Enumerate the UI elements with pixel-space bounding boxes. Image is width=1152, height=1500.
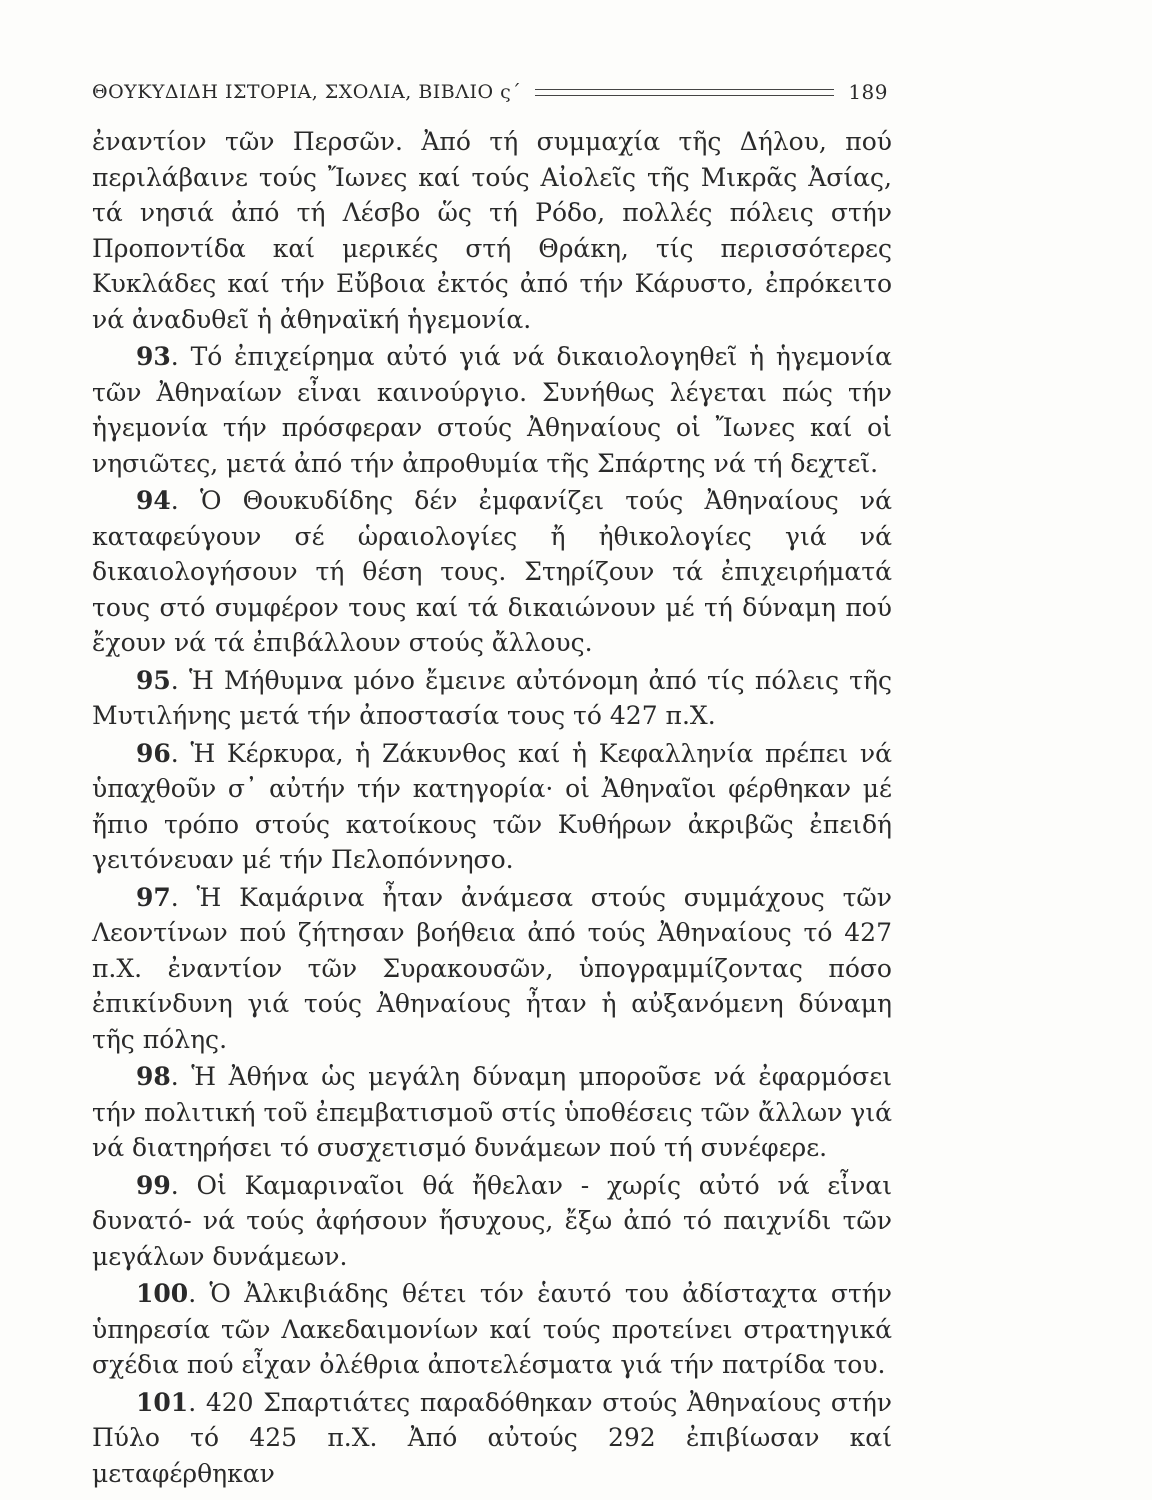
note-99: 99. Οἱ Καμαριναῖοι θά ἤθελαν - χωρίς αὐτό νά εἶναι δυνατό- νά τούς ἀφήσουν ἥσυχους, ἔξω ἀπό τό παιχνίδι τῶν μεγάλων δυνάμεων. — [92, 1170, 892, 1271]
note-96: 96. Ἡ Κέρκυρα, ἡ Ζάκυνθος καί ἡ Κεφαλληνία πρέπει νά ὑπαχθοῦν σ᾽ αὐτήν τήν κατηγορία· οἱ Ἀθηναῖοι φέρθηκαν μέ ἤπιο τρόπο στούς κατοίκους τῶν Κυθήρων ἀκριβῶς ἐπειδή γειτόνευαν μέ τήν Πελοπόννησο. — [92, 738, 892, 874]
note-text: Ἡ Ἀθήνα ὡς μεγάλη δύναμη μποροῦσε νά ἐφαρμόσει τήν πολιτική τοῦ ἐπεμβατισμοῦ στίς ὑποθέσεις τῶν ἄλλων γιά νά διατηρήσει τό συσχετισμό δυνάμεων πού τή συνέφερε. — [92, 1062, 892, 1162]
header-rule — [535, 89, 834, 96]
note-93: 93. Τό ἐπιχείρημα αὐτό γιά νά δικαιολογηθεῖ ἡ ἡγεμονία τῶν Ἀθηναίων εἶναι καινούργιο. Συνήθως λέγεται πώς τήν ἡγεμονία τήν πρόσφεραν στούς Ἀθηναίους οἱ Ἴωνες καί οἱ νησιῶτες, μετά ἀπό τήν ἀπροθυμία τῆς Σπάρτης νά τή δεχτεῖ. — [92, 342, 892, 478]
continued-paragraph: ἐναντίον τῶν Περσῶν. Ἀπό τή συμμαχία τῆς Δήλου, πού περιλάβαινε τούς Ἴωνες καί τούς Αἰολεῖς τῆς Μικρᾶς Ἀσίας, τά νησιά ἀπό τή Λέσβο ὥς τή Ρόδο, πολλές πόλεις στήν Προποντίδα καί μερικές στή Θράκη, τίς περισσότερες Κυκλάδες καί τήν Εὔβοια ἐκτός ἀπό τήν Κάρυστο, ἐπρόκειτο νά ἀναδυθεῖ ἡ ἀθηναϊκή ἡγεμονία. — [92, 127, 892, 334]
note-number: 100 — [136, 1279, 189, 1308]
note-text: Ἡ Καμάρινα ἦταν ἀνάμεσα στούς συμμάχους τῶν Λεοντίνων πού ζήτησαν βοήθεια ἀπό τούς Ἀθηναίους τό 427 π.Χ. ἐναντίον τῶν Συρακουσῶν, ὑπογραμμίζοντας πόσο ἐπικίνδυνη γιά τούς Ἀθηναίους ἦταν ἡ αὐξανόμενη δύναμη τῆς πόλης. — [92, 882, 892, 1054]
note-text: Ὁ Ἀλκιβιάδης θέτει τόν ἑαυτό του ἀδίσταχτα στήν ὑπηρεσία τῶν Λακεδαιμονίων καί τούς προτείνει στρατηγικά σχέδια πού εἶχαν ὀλέθρια ἀποτελέσματα γιά τήν πατρίδα του. — [92, 1279, 892, 1379]
note-number: 96 — [136, 738, 171, 768]
page-number: 189 — [848, 80, 888, 104]
running-title: ΘΟΥΚΥΔΙΔΗ ΙΣΤΟΡΙΑ, ΣΧΟΛΙΑ, ΒΙΒΛΙΟ ς΄ — [92, 81, 522, 103]
note-94: 94. Ὁ Θουκυδίδης δέν ἐμφανίζει τούς Ἀθηναίους νά καταφεύγουν σέ ὡραιολογίες ἤ ἠθικολογίες γιά νά δικαιολογήσουν τή θέση τους. Στηρίζουν τά ἐπιχειρήματά τους στό συμφέρον τους καί τά δικαιώνουν μέ τή δύναμη πού ἔχουν νά τά ἐπιβάλλουν στούς ἄλλους. — [92, 486, 892, 657]
note-text: Τό ἐπιχείρημα αὐτό γιά νά δικαιολογηθεῖ ἡ ἡγεμονία τῶν Ἀθηναίων εἶναι καινούργιο. Συνήθως λέγεται πώς τήν ἡγεμονία τήν πρόσφεραν στούς Ἀθηναίους οἱ Ἴωνες καί οἱ νησιῶτες, μετά ἀπό τήν ἀπροθυμία τῆς Σπάρτης νά τή δεχτεῖ. — [92, 342, 892, 478]
note-number: 101 — [136, 1387, 189, 1417]
note-101: 101. 420 Σπαρτιάτες παραδόθηκαν στούς Ἀθηναίους στήν Πύλο τό 425 π.Χ. Ἀπό αὐτούς 292 ἐπιβίωσαν καί μεταφέρθηκαν — [92, 1387, 892, 1488]
note-98: 98. Ἡ Ἀθήνα ὡς μεγάλη δύναμη μποροῦσε νά ἐφαρμόσει τήν πολιτική τοῦ ἐπεμβατισμοῦ στίς ὑποθέσεις τῶν ἄλλων γιά νά διατηρήσει τό συσχετισμό δυνάμεων πού τή συνέφερε. — [92, 1062, 892, 1162]
running-header — [92, 78, 888, 106]
note-text: Ἡ Κέρκυρα, ἡ Ζάκυνθος καί ἡ Κεφαλληνία πρέπει νά ὑπαχθοῦν σ᾽ αὐτήν τήν κατηγορία· οἱ Ἀθηναῖοι φέρθηκαν μέ ἤπιο τρόπο στούς κατοίκους τῶν Κυθήρων ἀκριβῶς ἐπειδή γειτόνευαν μέ τήν Πελοπόννησο. — [92, 738, 892, 874]
note-number: 95 — [136, 665, 171, 695]
note-95: 95. Ἡ Μήθυμνα μόνο ἔμεινε αὐτόνομη ἀπό τίς πόλεις τῆς Μυτιλήνης μετά τήν ἀποστασία τους τό 427 π.Χ. — [92, 665, 892, 730]
note-text: Ἡ Μήθυμνα μόνο ἔμεινε αὐτόνομη ἀπό τίς πόλεις τῆς Μυτιλήνης μετά τήν ἀποστασία τους τό 427 π.Χ. — [92, 665, 892, 730]
note-text: Ὁ Θουκυδίδης δέν ἐμφανίζει τούς Ἀθηναίους νά καταφεύγουν σέ ὡραιολογίες ἤ ἠθικολογίες γιά νά δικαιολογήσουν τή θέση τους. Στηρίζουν τά ἐπιχειρήματά τους στό συμφέρον τους καί τά δικαιώνουν μέ τή δύναμη πού ἔχουν νά τά ἐπιβάλλουν στούς ἄλλους. — [92, 486, 892, 657]
note-number: 98 — [136, 1062, 171, 1091]
note-text: Οἱ Καμαριναῖοι θά ἤθελαν - χωρίς αὐτό νά εἶναι δυνατό- νά τούς ἀφήσουν ἥσυχους, ἔξω ἀπό τό παιχνίδι τῶν μεγάλων δυνάμεων. — [92, 1170, 892, 1271]
note-number: 97 — [136, 882, 171, 912]
note-97: 97. Ἡ Καμάρινα ἦταν ἀνάμεσα στούς συμμάχους τῶν Λεοντίνων πού ζήτησαν βοήθεια ἀπό τούς Ἀθηναίους τό 427 π.Χ. ἐναντίον τῶν Συρακουσῶν, ὑπογραμμίζοντας πόσο ἐπικίνδυνη γιά τούς Ἀθηναίους ἦταν ἡ αὐξανόμενη δύναμη τῆς πόλης. — [92, 882, 892, 1054]
note-text: 420 Σπαρτιάτες παραδόθηκαν στούς Ἀθηναίους στήν Πύλο τό 425 π.Χ. Ἀπό αὐτούς 292 ἐπιβίωσαν καί μεταφέρθηκαν — [92, 1387, 892, 1488]
note-number: 99 — [136, 1170, 171, 1200]
note-number: 94 — [136, 486, 171, 515]
page-body — [92, 124, 892, 1491]
note-number: 93 — [136, 342, 171, 371]
note-100: 100. Ὁ Ἀλκιβιάδης θέτει τόν ἑαυτό του ἀδίσταχτα στήν ὑπηρεσία τῶν Λακεδαιμονίων καί τούς προτείνει στρατηγικά σχέδια πού εἶχαν ὀλέθρια ἀποτελέσματα γιά τήν πατρίδα του. — [92, 1279, 892, 1379]
